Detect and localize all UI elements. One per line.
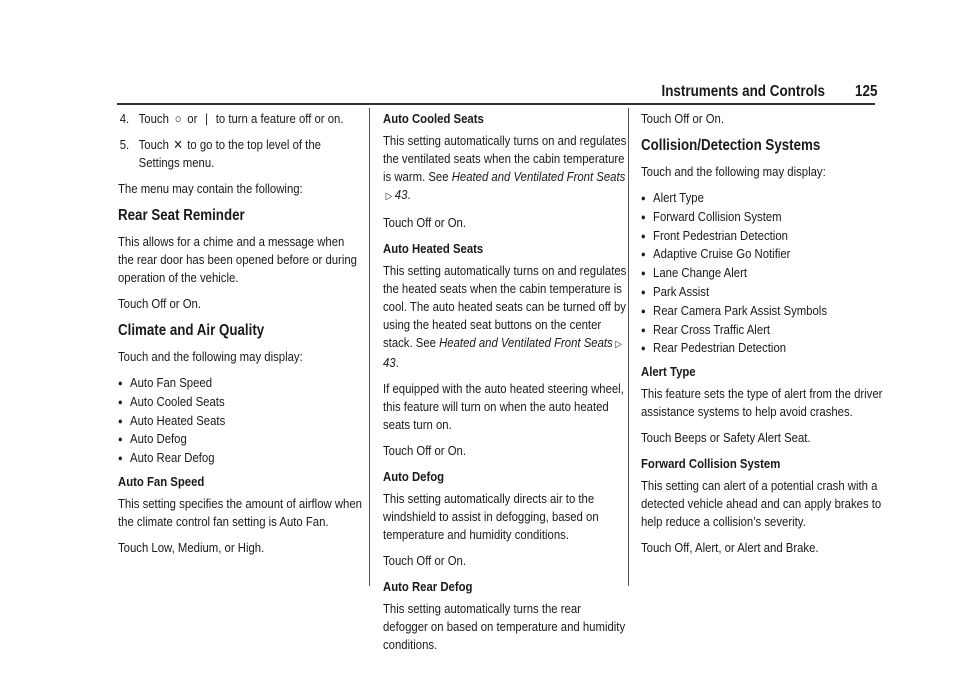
defog-touch: Touch Off or On. (383, 553, 467, 568)
heated-touch: Touch Off or On. (383, 443, 467, 458)
heated-body: This setting automatically turns on and regulates the heated seats when the cabin temperature is cool. The auto heated seats can be turned off by using the heated seat buttons on the center stack. See Heated and Ventilated Front Seats ▷43. (383, 263, 627, 370)
list-item: ● Rear Pedestrian Detection (641, 339, 885, 357)
cooled-body: This setting automatically turns on and regulates the ventilated seats when the cabin temperature is warm. See Heated and Ventilated Front Seats▷ 43. (383, 132, 627, 206)
circle-icon: ○ (174, 111, 182, 126)
section-title: Instruments and Controls (661, 83, 825, 100)
heading-climate: Climate and Air Quality (118, 322, 265, 339)
cross-reference-link[interactable]: Heated and Ventilated Front Seats (439, 335, 613, 350)
alert-touch: Touch Beeps or Safety Alert Seat. (641, 430, 811, 446)
menu-intro: The menu may contain the following: (118, 181, 303, 196)
subheading-auto-cooled-seats: Auto Cooled Seats (383, 111, 484, 126)
column-1 (118, 110, 363, 565)
list-item: ● Front Pedestrian Detection (641, 227, 885, 245)
rear-defog-touch: Touch Off or On. (641, 111, 725, 126)
column-3 (641, 110, 886, 565)
cooled-touch: Touch Off or On. (383, 215, 467, 230)
list-item: ● Adaptive Cruise Go Notifier (641, 245, 885, 263)
climate-intro: Touch and the following may display: (118, 349, 303, 364)
list-item: ● Auto Defog (118, 430, 362, 448)
fan-body: This setting specifies the amount of airflow when the climate control fan setting is Auto Fan. (118, 496, 362, 530)
list-item: ● Rear Cross Traffic Alert (641, 321, 885, 339)
page-header (0, 0, 960, 110)
step-text: or (187, 111, 198, 126)
body-text: This setting automatically turns on and regulates the heated seats when the cabin temperature is cool. The auto heated seats can be turned off by using the heated seat buttons on the center stack. See (383, 263, 627, 350)
step-4 (118, 110, 362, 128)
list-item: ● Forward Collision System (641, 208, 885, 226)
subheading-alert-type: Alert Type (641, 364, 696, 380)
triangle-right-icon: ▷ (385, 191, 393, 202)
heading-collision-detection: Collision/Detection Systems (641, 137, 821, 154)
steering-body: If equipped with the auto heated steering wheel, this feature will turn on when the auto heated seats turn on. (383, 381, 624, 432)
rear-seat-body: This allows for a chime and a message when the rear door has been opened before or during operation of the vehicle. (118, 234, 357, 285)
list-item: ● Park Assist (641, 283, 885, 301)
rear-defog-body: This setting automatically turns the rear defogger on based on temperature and humidity conditions. (383, 601, 626, 652)
column-divider (628, 108, 629, 586)
climate-list (118, 374, 362, 467)
step-number: 4. (119, 111, 130, 126)
subheading-forward-collision: Forward Collision System (641, 456, 781, 472)
list-item: ● Auto Cooled Seats (118, 393, 362, 411)
x-icon: ✕ (173, 137, 183, 152)
collision-list (641, 189, 885, 357)
subheading-auto-defog: Auto Defog (383, 469, 445, 484)
step-text: to turn a feature off or on. (215, 111, 344, 126)
heading-rear-seat-reminder: Rear Seat Reminder (118, 207, 245, 224)
step-text: Touch (138, 111, 169, 126)
cross-reference-link[interactable]: Heated and Ventilated Front Seats (451, 169, 626, 184)
list-item: ● Alert Type (641, 189, 885, 207)
list-item: ● Auto Heated Seats (118, 412, 362, 430)
page-reference[interactable]: 43 (394, 187, 408, 202)
fcs-touch: Touch Off, Alert, or Alert and Brake. (641, 540, 819, 556)
step-text: Touch (138, 137, 169, 152)
list-item: ● Lane Change Alert (641, 264, 885, 282)
page-number: 125 (855, 83, 878, 100)
alert-body: This feature sets the type of alert from the driver assistance systems to help avoid crashes. (641, 386, 883, 420)
list-item: ● Rear Camera Park Assist Symbols (641, 302, 885, 320)
body-text: This setting automatically turns on and regulates the ventilated seats when the cabin temperature is warm. See (383, 133, 627, 184)
rear-seat-touch: Touch Off or On. (118, 296, 202, 311)
defog-body: This setting automatically directs air to the windshield to assist in defogging, based on temperature and humidity conditions. (383, 491, 599, 542)
bar-icon: | (205, 111, 208, 126)
subheading-auto-fan-speed: Auto Fan Speed (118, 474, 205, 490)
column-2 (383, 110, 628, 662)
collision-intro: Touch and the following may display: (641, 164, 826, 179)
list-item: ● Auto Fan Speed (118, 374, 362, 392)
step-number: 5. (119, 137, 130, 152)
triangle-right-icon: ▷ (615, 339, 622, 350)
column-divider (369, 108, 370, 586)
subheading-auto-rear-defog: Auto Rear Defog (383, 579, 473, 594)
step-text: to go to the top level of the Settings menu. (138, 137, 321, 170)
fcs-body: This setting can alert of a potential crash with a detected vehicle ahead and can apply brakes to help reduce a collision’s severity. (641, 478, 882, 530)
subheading-auto-heated-seats: Auto Heated Seats (383, 241, 484, 256)
header-divider (117, 103, 875, 105)
step-5 (118, 136, 362, 172)
page-reference[interactable]: 43 (383, 355, 396, 370)
fan-touch: Touch Low, Medium, or High. (118, 540, 265, 556)
list-item: ● Auto Rear Defog (118, 449, 362, 467)
